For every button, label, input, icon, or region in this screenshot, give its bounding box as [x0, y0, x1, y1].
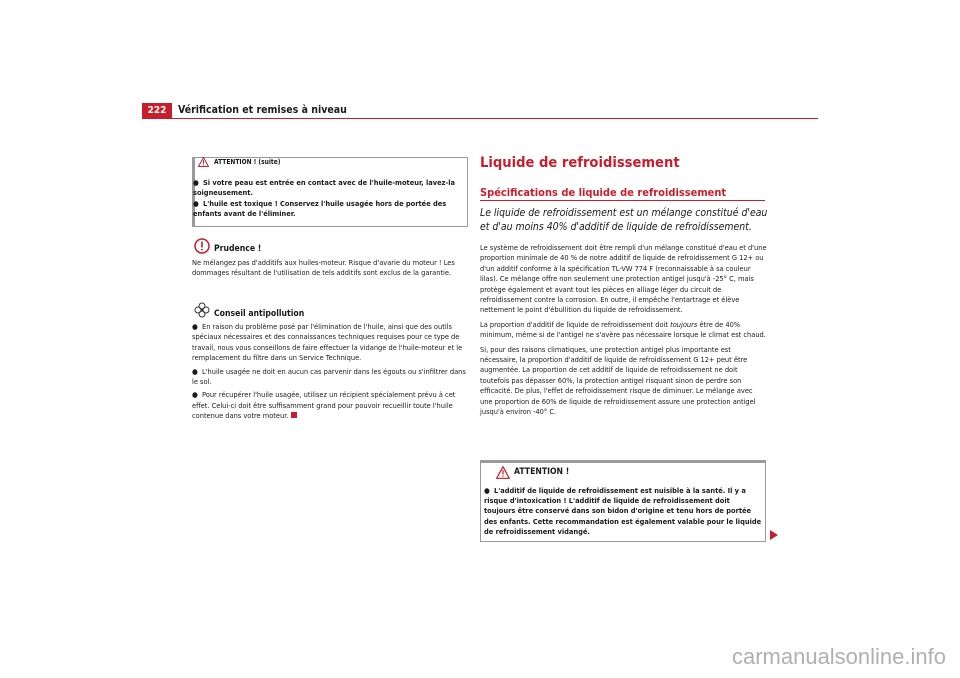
paragraph-2: La proportion d'additif de liquide de refroidissement doit toujours être de 40% minimum, même si de l'antigel ne s'avère pas nécessaire lorsque le climat est chaud.	[480, 319, 766, 340]
section-end-marker	[291, 412, 297, 418]
warning-heading-text: ATTENTION ! (suite)	[214, 158, 281, 166]
env-item: ● En raison du problème posé par l'élimination de l'huile, ainsi que des outils spéciaux nécessaires et des connaissances techniques requises pour ce type de travail, nous vous conseillons de faire effectuer la vidange de l'huile-moteur et le remplacement du filtre dans un Service Technique.	[192, 322, 463, 363]
paragraph-3: Si, pour des raisons climatiques, une protection antigel plus importante est nécessaire, la proportion d'additif de liquide de refroidissement G 12+ peut être augmentée. La proportion de cet additif de liquide de refroidissement ne doit toutefois pas dépasser 60%, la protection antigel risquant sinon de perdre son efficacité. De plus, l'effet de refroidissement risque de diminuer. Le mélange avec une proportion de 60% de liquide de refroidissement assure une protection antigel jusqu'à environ -40° C.	[480, 344, 756, 417]
running-title: Vérification et remises à niveau	[178, 104, 347, 116]
warning-triangle-icon	[198, 157, 209, 167]
warning-item: ● Si votre peau est entrée en contact avec de l'huile-moteur, lavez-la soigneusement.	[193, 178, 456, 198]
prudence-icon	[194, 238, 210, 258]
subsection-title: Spécifications de liquide de refroidissement	[480, 186, 727, 199]
header-rule	[142, 118, 818, 119]
warning-item: ● L'huile est toxique ! Conservez l'huile usagée hors de portée des enfants avant de l'éliminer.	[193, 198, 447, 219]
env-title: Conseil antipollution	[214, 309, 305, 319]
page-number: 222	[142, 103, 172, 119]
section-title: Liquide de refroidissement	[480, 154, 680, 171]
warning-box-body	[193, 178, 463, 220]
paragraph-1: Le système de refroidissement doit être rempli d'un mélange constitué d'eau et d'une proportion minimale de 40 % de notre additif de liquide de refroidissement G 12+ ou d'un additif conforme à la spécification TL-VW 774 F (reconnaissable à sa couleur lilas). Ce mélange offre non seulement une protection antigel jusqu'à -25° C, mais protège également et avant tout les pièces en alliage léger du circuit de refroidissement contre la corrosion. En outre, il empêche l'entartrage et élève nettement le point d'ébullition du liquide de refroidissement.	[480, 243, 767, 315]
attention-text: ● L'additif de liquide de refroidissement est nuisible à la santé. Il y a risque d'intoxication ! L'additif de liquide de refroidissement doit toujours être conservé dans son bidon d'origine et tenu hors de portée des enfants. Cette recommandation est également valable pour le liquide de refroidissement vidangé.	[484, 486, 762, 536]
prudence-text: Ne mélangez pas d'additifs aux huiles-moteur. Risque d'avarie du moteur ! Les dommages résultant de l'utilisation de tels additifs sont exclus de la garantie.	[192, 258, 455, 278]
warning-triangle-icon	[496, 464, 510, 483]
continue-arrow-icon	[770, 530, 778, 540]
prudence-title: Prudence !	[214, 244, 262, 254]
right-body	[480, 243, 767, 422]
env-item: ● L'huile usagée ne doit en aucun cas parvenir dans les égouts ou s'infiltrer dans le sol.	[192, 366, 466, 387]
env-list	[192, 322, 467, 422]
subsection-rule	[480, 200, 765, 201]
intro-text: Le liquide de refroidissement est un mélange constitué d'eau et d'au moins 40% d'additif de liquide de refroidissement.	[480, 207, 768, 233]
environment-flower-icon	[194, 302, 210, 322]
watermark: carmanualsonline.info	[731, 644, 946, 669]
attention-title: ATTENTION !	[514, 467, 570, 477]
env-item: ● Pour récupérer l'huile usagée, utilisez un récipient spécialement prévu à cet effet. Celui-ci doit être suffisamment grand pour pouvoir recueillir toute l'huile contenue dans votre moteur.	[192, 390, 456, 421]
warning-box-heading	[198, 157, 281, 167]
